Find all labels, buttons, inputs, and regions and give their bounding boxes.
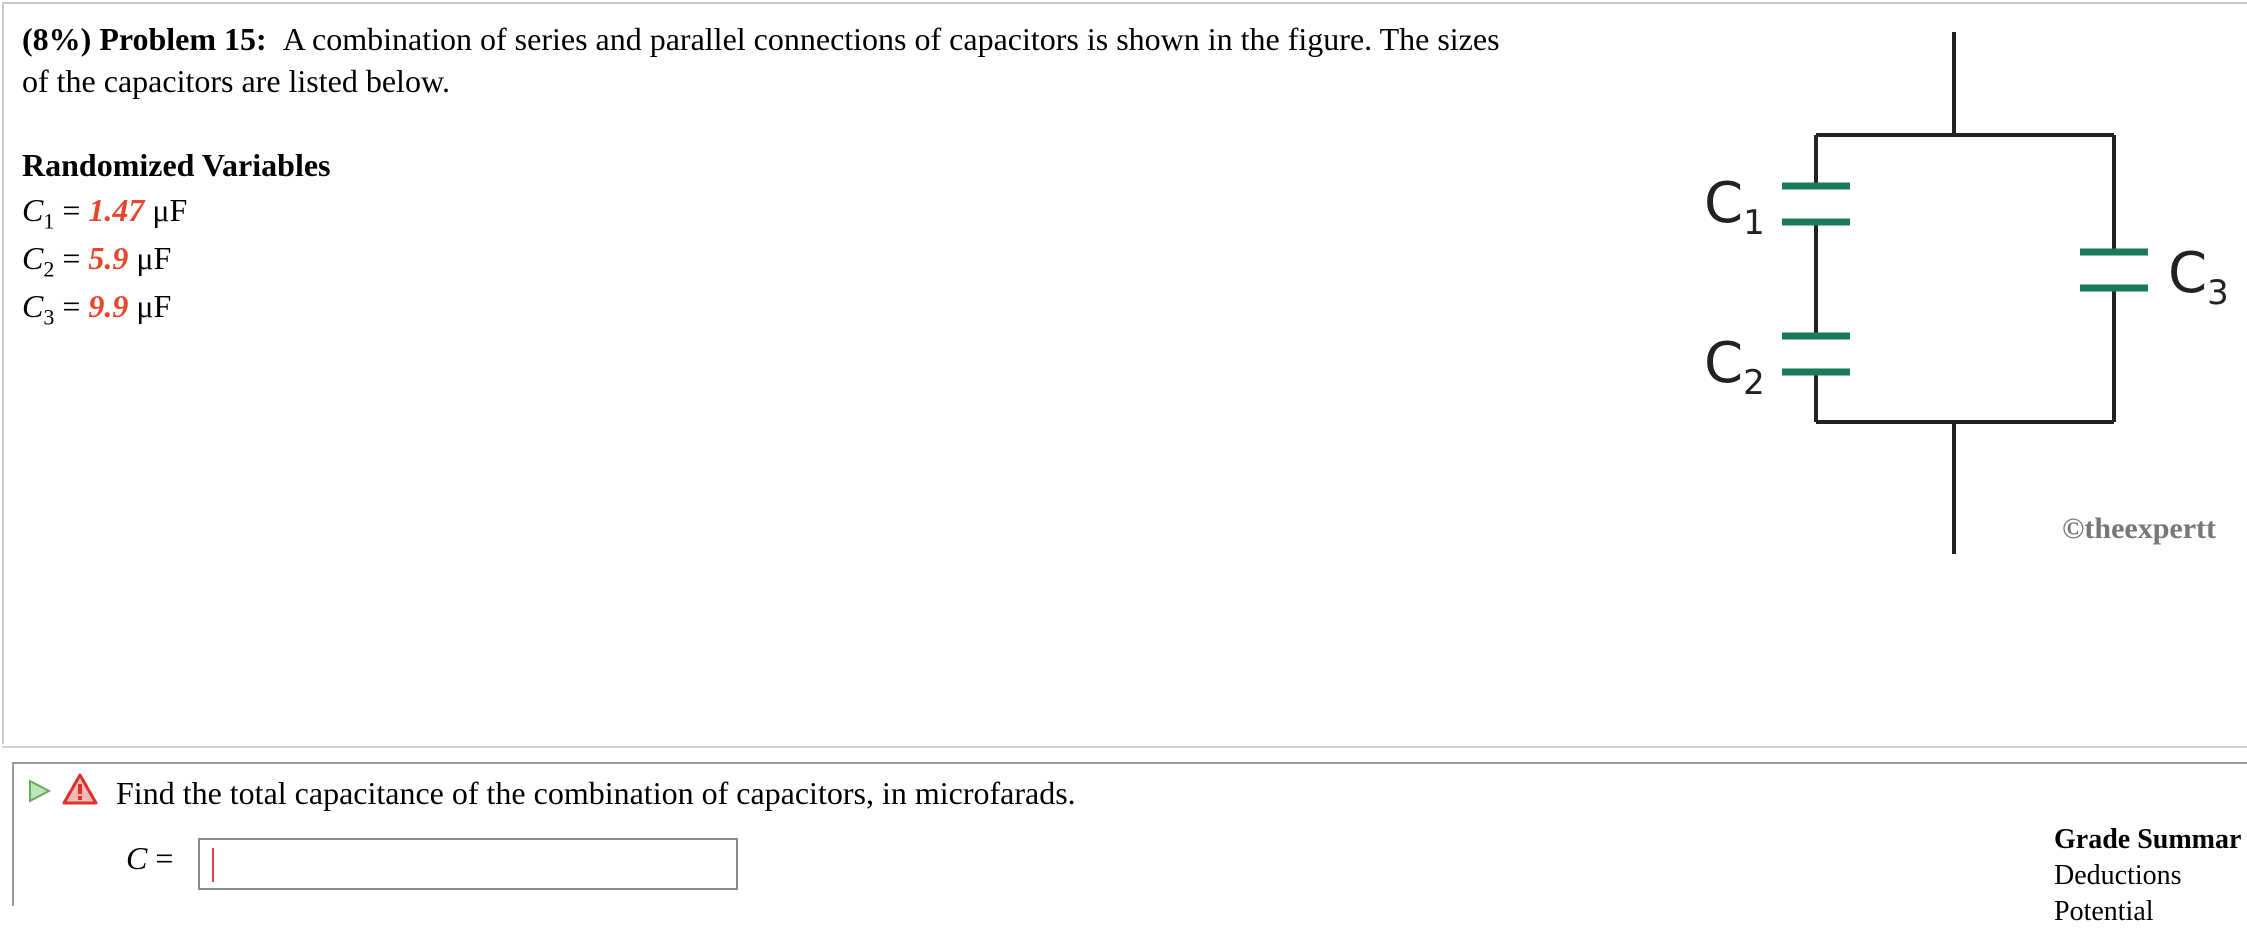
problem-label: Problem 15: <box>99 21 267 57</box>
question-text: Find the total capacitance of the combination of capacitors, in microfarads. <box>116 775 1076 811</box>
problem-text: A combination of series and parallel connections of capacitors is shown in the figure. The sizes of the capacitors are listed below. <box>22 21 1500 99</box>
text-caret <box>212 848 214 882</box>
variable-unit: μF <box>152 192 188 228</box>
equals-sign: = <box>62 192 81 228</box>
warning-icon <box>62 772 98 811</box>
problem-panel <box>2 2 2247 744</box>
equals-sign: = <box>62 288 81 324</box>
equals-sign: = <box>62 240 81 276</box>
grade-summary <box>2054 822 2241 930</box>
variable-value-c3: 9.9 <box>88 288 129 324</box>
variable-unit: μF <box>136 288 172 324</box>
variable-value-c2: 5.9 <box>88 240 129 276</box>
copyright-watermark: ©theexpertt <box>2062 512 2217 545</box>
randomized-variables <box>22 144 330 330</box>
grade-summary-potential: Potential <box>2054 896 2154 927</box>
problem-statement <box>22 18 1502 102</box>
label-c2: $C_2$ <box>1704 331 1765 403</box>
answer-input[interactable] <box>198 838 738 890</box>
grade-summary-title: Grade Summar <box>2054 824 2242 855</box>
variable-value-c1: 1.47 <box>88 192 145 228</box>
capacitor-plates <box>1782 186 2148 372</box>
variable-unit: μF <box>136 240 172 276</box>
variables-heading: Randomized Variables <box>22 147 331 183</box>
problem-weight: (8%) <box>22 21 92 57</box>
variable-row-c3 <box>22 282 330 330</box>
variable-row-c2 <box>22 234 330 282</box>
capacitor-circuit-figure <box>1684 24 2229 564</box>
label-c1: $C_1$ <box>1704 171 1765 243</box>
answer-label: C = <box>126 840 174 876</box>
variable-symbol: $C_2$ <box>22 240 55 282</box>
variable-row-c1 <box>22 186 330 234</box>
label-c3: $C_3$ <box>2168 241 2229 313</box>
circuit-wires <box>1816 32 2114 554</box>
play-icon[interactable] <box>26 778 52 809</box>
grade-summary-deductions: Deductions <box>2054 860 2182 891</box>
variable-symbol: $C_3$ <box>22 288 55 330</box>
variable-symbol: $C_1$ <box>22 192 55 234</box>
question-part <box>12 762 2247 927</box>
panel-divider <box>2 746 2247 748</box>
